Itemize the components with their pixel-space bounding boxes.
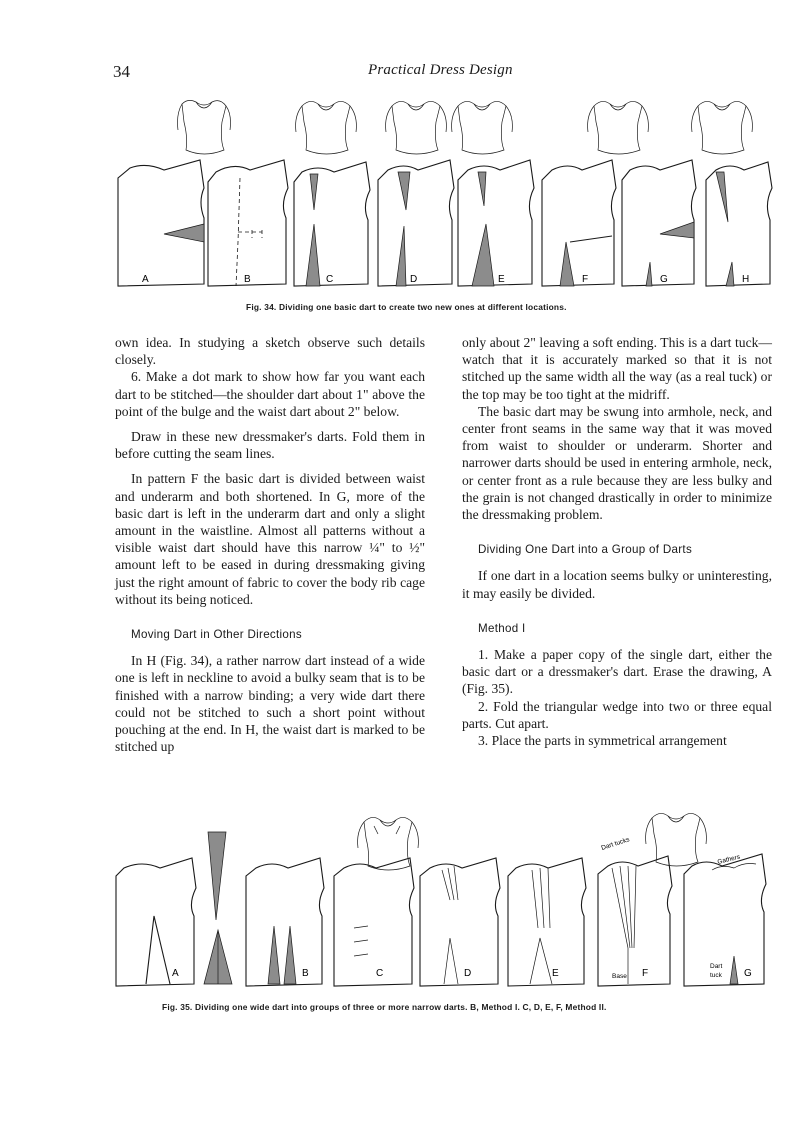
pattern-35-b xyxy=(246,858,324,986)
figure-35-caption: Fig. 35. Dividing one wide dart into groups of three or more narrow darts. B, Method I. C, D, E, F, Method II. xyxy=(162,1002,607,1012)
pattern-h xyxy=(706,162,772,286)
figure34-label-a: A xyxy=(142,274,149,285)
figure34-label-c: C xyxy=(326,274,334,285)
annotation-dart-tucks: Dart tucks xyxy=(600,836,631,852)
right-paragraph-2: The basic dart may be swung into armhole, neck, and center front seams in the same way that it was moved from waist to shoulder or underarm. Shorter and narrower darts should be used in entering armhole, neck, or center front as a rule because they are less bulky and the grain is not changed drastically in order to minimize the dressmaking problem. xyxy=(462,403,772,523)
right-paragraph-1: only about 2" leaving a soft ending. This is a dart tuck—watch that it is accurately marked so that it is not stitched up the same width all the way (as a real tuck) or the top may be too tight at the midriff. xyxy=(462,335,772,402)
pattern-35-a xyxy=(116,858,196,986)
pattern-g xyxy=(622,160,696,286)
right-paragraph-4: 1. Make a paper copy of the single dart, either the basic dart or a dressmaker's dart. Erase the drawing, A (Fig. 35). xyxy=(462,647,772,697)
annotation-tuck: tuck xyxy=(710,972,722,979)
annotation-dart: Dart xyxy=(710,963,723,970)
figure35-label-c: C xyxy=(376,968,384,979)
pattern-35-b-wedge xyxy=(204,832,232,984)
pattern-35-g xyxy=(684,854,766,986)
right-paragraph-6: 3. Place the parts in symmetrical arrangement xyxy=(478,733,727,749)
pattern-a xyxy=(118,160,204,286)
pattern-b xyxy=(208,160,288,286)
left-paragraph-5: In H (Fig. 34), a rather narrow dart instead of a wide one is left in neckline to avoid a bulky seam that is to be finished with a narrow binding; a very wide dart there could not be stitched to such a short point without pouching at the end. In H, the waist dart is marked to be stitched up xyxy=(115,653,425,755)
left-paragraph-3: Draw in these new dressmaker's darts. Fold them in before cutting the seam lines. xyxy=(115,429,425,462)
dress-sketch-7 xyxy=(358,817,419,870)
figure-35-illustration xyxy=(112,808,774,998)
figure35-label-d: D xyxy=(464,968,472,979)
dress-sketch-2 xyxy=(296,101,357,154)
left-column xyxy=(115,334,425,755)
figure35-label-e: E xyxy=(552,968,559,979)
figure35-label-g: G xyxy=(744,968,752,979)
figure34-label-d: D xyxy=(410,274,418,285)
pattern-e xyxy=(458,160,534,286)
pattern-35-d xyxy=(420,858,500,986)
pattern-35-c xyxy=(334,858,414,986)
right-column xyxy=(462,334,772,749)
left-paragraph-2: 6. Make a dot mark to show how far you want each dart to be stitched—the shoulder dart about 1" above the point of the bulge and the waist dart about 2" below. xyxy=(115,369,425,419)
dress-sketch-6 xyxy=(692,101,753,154)
running-title: Practical Dress Design xyxy=(368,62,513,78)
figure34-label-f: F xyxy=(582,274,589,285)
figure34-label-g: G xyxy=(660,274,668,285)
pattern-f xyxy=(542,160,616,286)
pattern-35-e xyxy=(508,858,586,986)
figure35-label-a: A xyxy=(172,968,179,979)
left-paragraph-4: In pattern F the basic dart is divided between waist and underarm and both shortened. In G, more of the basic dart is left in the underarm dart and only a slight amount in the waistline. Almost all patterns without a visible waist dart should have this narrow ¼" to ½" amount left to be eased in during dressmaking giving just the right amount of fabric to cover the body rib cage without its being noticed. xyxy=(115,471,425,607)
annotation-gathers: Gathers xyxy=(716,853,741,866)
pattern-c xyxy=(294,162,370,286)
figure34-label-h: H xyxy=(742,274,750,285)
dress-sketch-4 xyxy=(452,101,513,154)
figure35-label-f: F xyxy=(642,968,649,979)
dress-sketch-3 xyxy=(386,101,447,154)
figure34-label-e: E xyxy=(498,274,505,285)
section-heading-moving-dart: Moving Dart in Other Directions xyxy=(131,628,303,642)
right-paragraph-3: If one dart in a location seems bulky or uninteresting, it may easily be divided. xyxy=(462,568,772,601)
dress-sketch-1 xyxy=(178,100,231,154)
right-paragraph-5: 2. Fold the triangular wedge into two or three equal parts. Cut apart. xyxy=(462,698,772,731)
figure35-label-b: B xyxy=(302,968,309,979)
pattern-d xyxy=(378,160,454,286)
left-paragraph-1: own idea. In studying a sketch observe such details closely. xyxy=(115,335,425,368)
section-heading-dividing-dart: Dividing One Dart into a Group of Darts xyxy=(478,543,693,557)
annotation-base: Base xyxy=(612,973,627,980)
page-number: 34 xyxy=(113,62,130,81)
section-heading-method-1: Method I xyxy=(478,621,526,635)
figure-34-caption: Fig. 34. Dividing one basic dart to create two new ones at different locations. xyxy=(246,302,567,312)
figure34-label-b: B xyxy=(244,274,251,285)
pattern-35-f xyxy=(598,856,672,986)
dress-sketch-8 xyxy=(646,813,707,866)
figure-34-illustration xyxy=(112,92,774,292)
dress-sketch-5 xyxy=(588,101,649,154)
